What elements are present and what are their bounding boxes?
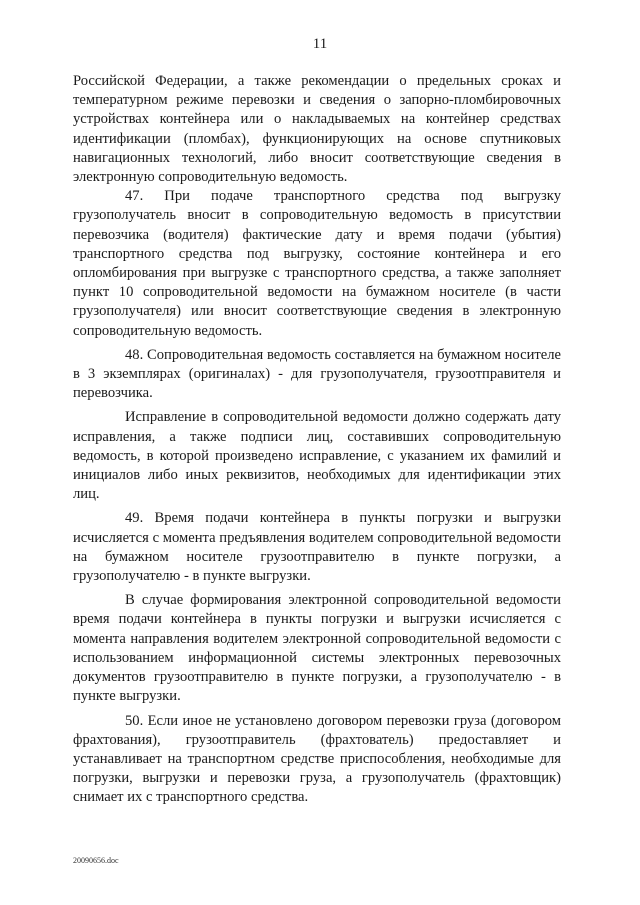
paragraph-item-48: 48. Сопроводительная ведомость составляется на бумажном носителе в 3 экземплярах (оригиналах) - для грузополучателя, грузоотправителя и перевозчика. bbox=[73, 346, 561, 402]
paragraph-continuation: Российской Федерации, а также рекомендации о предельных сроках и температурном режиме перевозки и сведения о запорно-пломбировочных устройствах контейнера или о накладываемых на контейнер средствах идентификации (пломбах), функционирующих на основе спутниковых навигационных технологий, либо вносит соответствующие сведения в электронную сопроводительную ведомость. bbox=[73, 73, 561, 186]
paragraph-electronic-statement: В случае формирования электронной сопроводительной ведомости время подачи контейнера в пункты погрузки и выгрузки исчисляется с момента направления водителем электронной сопроводительной ведомости с использованием информационной системы электронных перевозочных документов грузоотправителю в пункте погрузки, а грузополучателю - в пункте выгрузки. bbox=[73, 592, 561, 705]
paragraph-item-50: 50. Если иное не установлено договором перевозки груза (договором фрахтования), грузоотправитель (фрахтователь) предоставляет и устанавливает на транспортном средстве приспособления, необходимые для погрузки, выгрузки и перевозки груза, а грузополучатель (фрахтовщик) снимает их с транспортного средства. bbox=[73, 712, 561, 806]
page-number: 11 bbox=[312, 36, 328, 52]
paragraph-item-47: 47. При подаче транспортного средства под выгрузку грузополучатель вносит в сопроводительную ведомость в присутствии перевозчика (водителя) фактические дату и время подачи (убытия) транспортного средства под выгрузку, состояние контейнера и его опломбирования при выгрузке с транспортного средства, а также заполняет пункт 10 сопроводительной ведомости на бумажном носителе (в части грузополучателя) или вносит соответствующие сведения в электронную сопроводительную ведомость. bbox=[73, 188, 561, 339]
document-body bbox=[73, 72, 561, 808]
paragraph-item-49: 49. Время подачи контейнера в пункты погрузки и выгрузки исчисляется с момента предъявления водителем сопроводительной ведомости на бумажном носителе грузоотправителю в пункте погрузки, а грузополучателю - в пункте выгрузки. bbox=[73, 510, 561, 585]
paragraph-correction: Исправление в сопроводительной ведомости должно содержать дату исправления, а также подписи лиц, составивших сопроводительную ведомость, в которой произведено исправление, с указанием их фамилий и инициалов либо иных реквизитов, необходимых для идентификации этих лиц. bbox=[73, 409, 561, 503]
footer-filename: 20090656.doc bbox=[73, 856, 119, 865]
